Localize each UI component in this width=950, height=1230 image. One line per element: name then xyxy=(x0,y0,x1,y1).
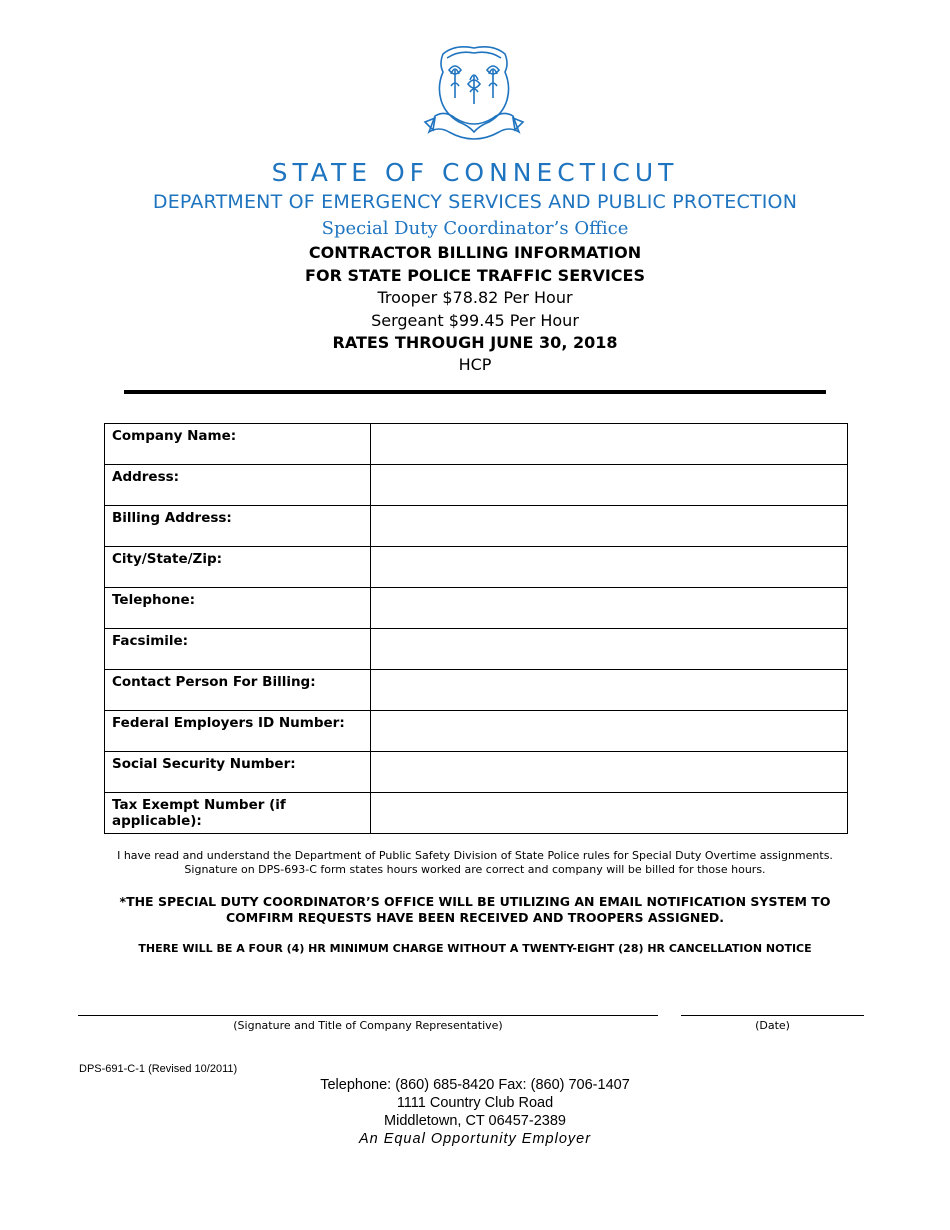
date-line[interactable] xyxy=(681,1015,864,1016)
ssn-field[interactable] xyxy=(371,752,848,793)
field-label: Contact Person For Billing: xyxy=(105,670,371,711)
acknowledgement-line1: I have read and understand the Department of Public Safety Division of State Police rules for Special Duty Overtime assignments. xyxy=(117,849,833,862)
field-label: Company Name: xyxy=(105,424,371,465)
form-row-address xyxy=(105,465,848,506)
field-label: Social Security Number: xyxy=(105,752,371,793)
form-row-city-state-zip xyxy=(105,547,848,588)
billing-address-field[interactable] xyxy=(371,506,848,547)
footer-street: 1111 Country Club Road xyxy=(396,1095,554,1111)
form-row-billing-address xyxy=(105,506,848,547)
company-name-field[interactable] xyxy=(371,424,848,465)
form-row-tax-exempt xyxy=(105,793,848,834)
trooper-rate: Trooper $78.82 Per Hour xyxy=(377,288,573,307)
form-row-federal-employer-id xyxy=(105,711,848,752)
header-divider xyxy=(124,390,826,394)
form-row-telephone xyxy=(105,588,848,629)
field-label: Facsimile: xyxy=(105,629,371,670)
form-code: HCP xyxy=(458,355,492,374)
federal-employer-id-field[interactable] xyxy=(371,711,848,752)
address-field[interactable] xyxy=(371,465,848,506)
document-title-line1: CONTRACTOR BILLING INFORMATION xyxy=(308,243,642,262)
field-label: Telephone: xyxy=(105,588,371,629)
facsimile-field[interactable] xyxy=(371,629,848,670)
form-row-contact-person xyxy=(105,670,848,711)
telephone-field[interactable] xyxy=(371,588,848,629)
footer-contact: Telephone: (860) 685-8420 Fax: (860) 706-1407 xyxy=(320,1077,630,1093)
signature-label: (Signature and Title of Company Representative) xyxy=(233,1019,503,1032)
email-notice xyxy=(0,894,950,926)
minimum-charge-notice: THERE WILL BE A FOUR (4) HR MINIMUM CHARGE WITHOUT A TWENTY-EIGHT (28) HR CANCELLATION NOTICE xyxy=(138,942,812,955)
footer-city: Middletown, CT 06457-2389 xyxy=(384,1113,566,1129)
field-label: Address: xyxy=(105,465,371,506)
field-label: City/State/Zip: xyxy=(105,547,371,588)
email-notice-line2: COMFIRM REQUESTS HAVE BEEN RECEIVED AND TROOPERS ASSIGNED. xyxy=(225,910,725,925)
state-seal-icon xyxy=(415,40,533,150)
field-label: Tax Exempt Number (if applicable): xyxy=(105,793,371,834)
rates-through: RATES THROUGH JUNE 30, 2018 xyxy=(332,333,618,352)
field-label: Federal Employers ID Number: xyxy=(105,711,371,752)
acknowledgement-text xyxy=(0,849,950,877)
billing-form-table xyxy=(104,423,848,834)
form-row-facsimile xyxy=(105,629,848,670)
signature-line[interactable] xyxy=(78,1015,658,1016)
department-name: DEPARTMENT OF EMERGENCY SERVICES AND PUBLIC PROTECTION xyxy=(152,191,798,213)
document-title-line2: FOR STATE POLICE TRAFFIC SERVICES xyxy=(305,266,645,285)
form-number: DPS-691-C-1 (Revised 10/2011) xyxy=(79,1063,238,1075)
contact-person-field[interactable] xyxy=(371,670,848,711)
date-label: (Date) xyxy=(755,1019,790,1032)
tax-exempt-field[interactable] xyxy=(371,793,848,834)
equal-opportunity-statement: An Equal Opportunity Employer xyxy=(358,1131,592,1147)
acknowledgement-line2: Signature on DPS-693-C form states hours worked are correct and company will be billed for those hours. xyxy=(184,863,766,876)
form-row-ssn xyxy=(105,752,848,793)
field-label: Billing Address: xyxy=(105,506,371,547)
form-row-company-name xyxy=(105,424,848,465)
city-state-zip-field[interactable] xyxy=(371,547,848,588)
sergeant-rate: Sergeant $99.45 Per Hour xyxy=(371,311,579,330)
office-name: Special Duty Coordinator’s Office xyxy=(321,218,629,239)
email-notice-line1: *THE SPECIAL DUTY COORDINATOR’S OFFICE WILL BE UTILIZING AN EMAIL NOTIFICATION SYSTEM TO xyxy=(119,894,831,909)
state-title: STATE OF CONNECTICUT xyxy=(271,158,679,187)
